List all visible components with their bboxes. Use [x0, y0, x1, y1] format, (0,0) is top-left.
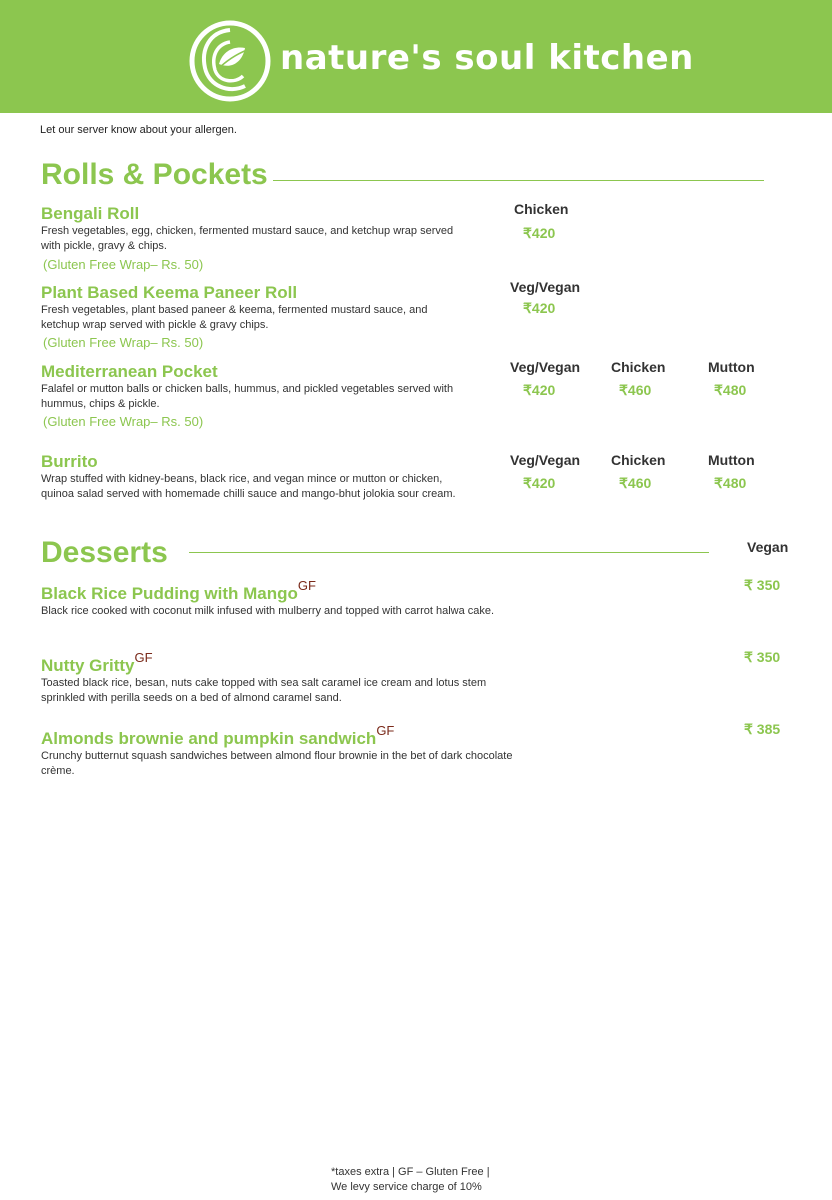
- brand-name: nature's soul kitchen: [280, 38, 694, 78]
- item-name-text: Black Rice Pudding with Mango: [41, 584, 298, 603]
- item-name: [41, 723, 395, 749]
- item-price: ₹ 350: [744, 577, 781, 593]
- item-name: Plant Based Keema Paneer Roll: [41, 283, 298, 302]
- item-description: Toasted black rice, besan, nuts cake topped with sea salt caramel ice cream and lotus stem sprinkled with perilla seeds on a bed of almond caramel sand.: [41, 677, 487, 704]
- section-title-rolls: Rolls & Pockets: [41, 158, 268, 191]
- item-description: Wrap stuffed with kidney-beans, black rice, and vegan mince or mutton or chicken, quinoa salad served with homemade chilli sauce and mango-bhut jolokia sour cream.: [41, 473, 456, 500]
- section-title-desserts: Desserts: [41, 536, 168, 569]
- footer-line-1: *taxes extra | GF – Gluten Free |: [331, 1166, 490, 1178]
- item-name: [41, 650, 153, 676]
- item-price: ₹ 385: [744, 721, 781, 737]
- column-label-vegan: Vegan: [747, 539, 789, 555]
- option-price: ₹480: [714, 475, 747, 491]
- gf-tag: GF: [134, 650, 153, 665]
- header-banner: [0, 0, 832, 113]
- option-price: ₹420: [523, 382, 556, 398]
- item-description: Crunchy butternut squash sandwiches between almond flour brownie in the bet of dark chocolate crème.: [41, 750, 513, 777]
- item-description: Fresh vegetables, plant based paneer & keema, fermented mustard sauce, and ketchup wrap served with pickle & gravy chips.: [41, 304, 428, 331]
- option-label: Mutton: [708, 452, 755, 468]
- gf-tag: GF: [376, 723, 395, 738]
- item-description: Falafel or mutton balls or chicken balls, hummus, and pickled vegetables served with hummus, chips & pickle.: [41, 383, 454, 410]
- option-label: Chicken: [611, 359, 666, 375]
- item-name: Mediterranean Pocket: [41, 362, 218, 381]
- option-label: Chicken: [514, 201, 569, 217]
- option-price: ₹420: [523, 475, 556, 491]
- option-price: ₹420: [523, 300, 556, 316]
- footer-note: [331, 1165, 490, 1195]
- gluten-free-note: (Gluten Free Wrap– Rs. 50): [43, 257, 204, 272]
- leaf-swirl-logo-icon: [189, 20, 271, 102]
- option-price: ₹460: [619, 475, 652, 491]
- option-label: Veg/Vegan: [510, 452, 581, 468]
- option-label: Veg/Vegan: [510, 359, 581, 375]
- option-price: ₹460: [619, 382, 652, 398]
- allergen-note: Let our server know about your allergen.: [40, 124, 237, 136]
- option-label: Veg/Vegan: [510, 279, 581, 295]
- option-price: ₹420: [523, 225, 556, 241]
- section-divider: [189, 552, 709, 553]
- item-name-text: Nutty Gritty: [41, 656, 135, 675]
- footer-line-2: We levy service charge of 10%: [331, 1181, 482, 1193]
- item-name: Bengali Roll: [41, 204, 140, 223]
- item-name: Burrito: [41, 452, 98, 471]
- option-label: Mutton: [708, 359, 755, 375]
- option-price: ₹480: [714, 382, 747, 398]
- option-label: Chicken: [611, 452, 666, 468]
- item-description: Black rice cooked with coconut milk infused with mulberry and topped with carrot halwa cake.: [41, 605, 495, 617]
- item-name: [41, 578, 316, 604]
- gluten-free-note: (Gluten Free Wrap– Rs. 50): [43, 414, 204, 429]
- item-description: Fresh vegetables, egg, chicken, fermented mustard sauce, and ketchup wrap served with pickle, gravy & chips.: [41, 225, 454, 252]
- section-divider: [273, 180, 764, 181]
- item-price: ₹ 350: [744, 649, 781, 665]
- gluten-free-note: (Gluten Free Wrap– Rs. 50): [43, 335, 204, 350]
- gf-tag: GF: [297, 578, 316, 593]
- item-name-text: Almonds brownie and pumpkin sandwich: [41, 729, 377, 748]
